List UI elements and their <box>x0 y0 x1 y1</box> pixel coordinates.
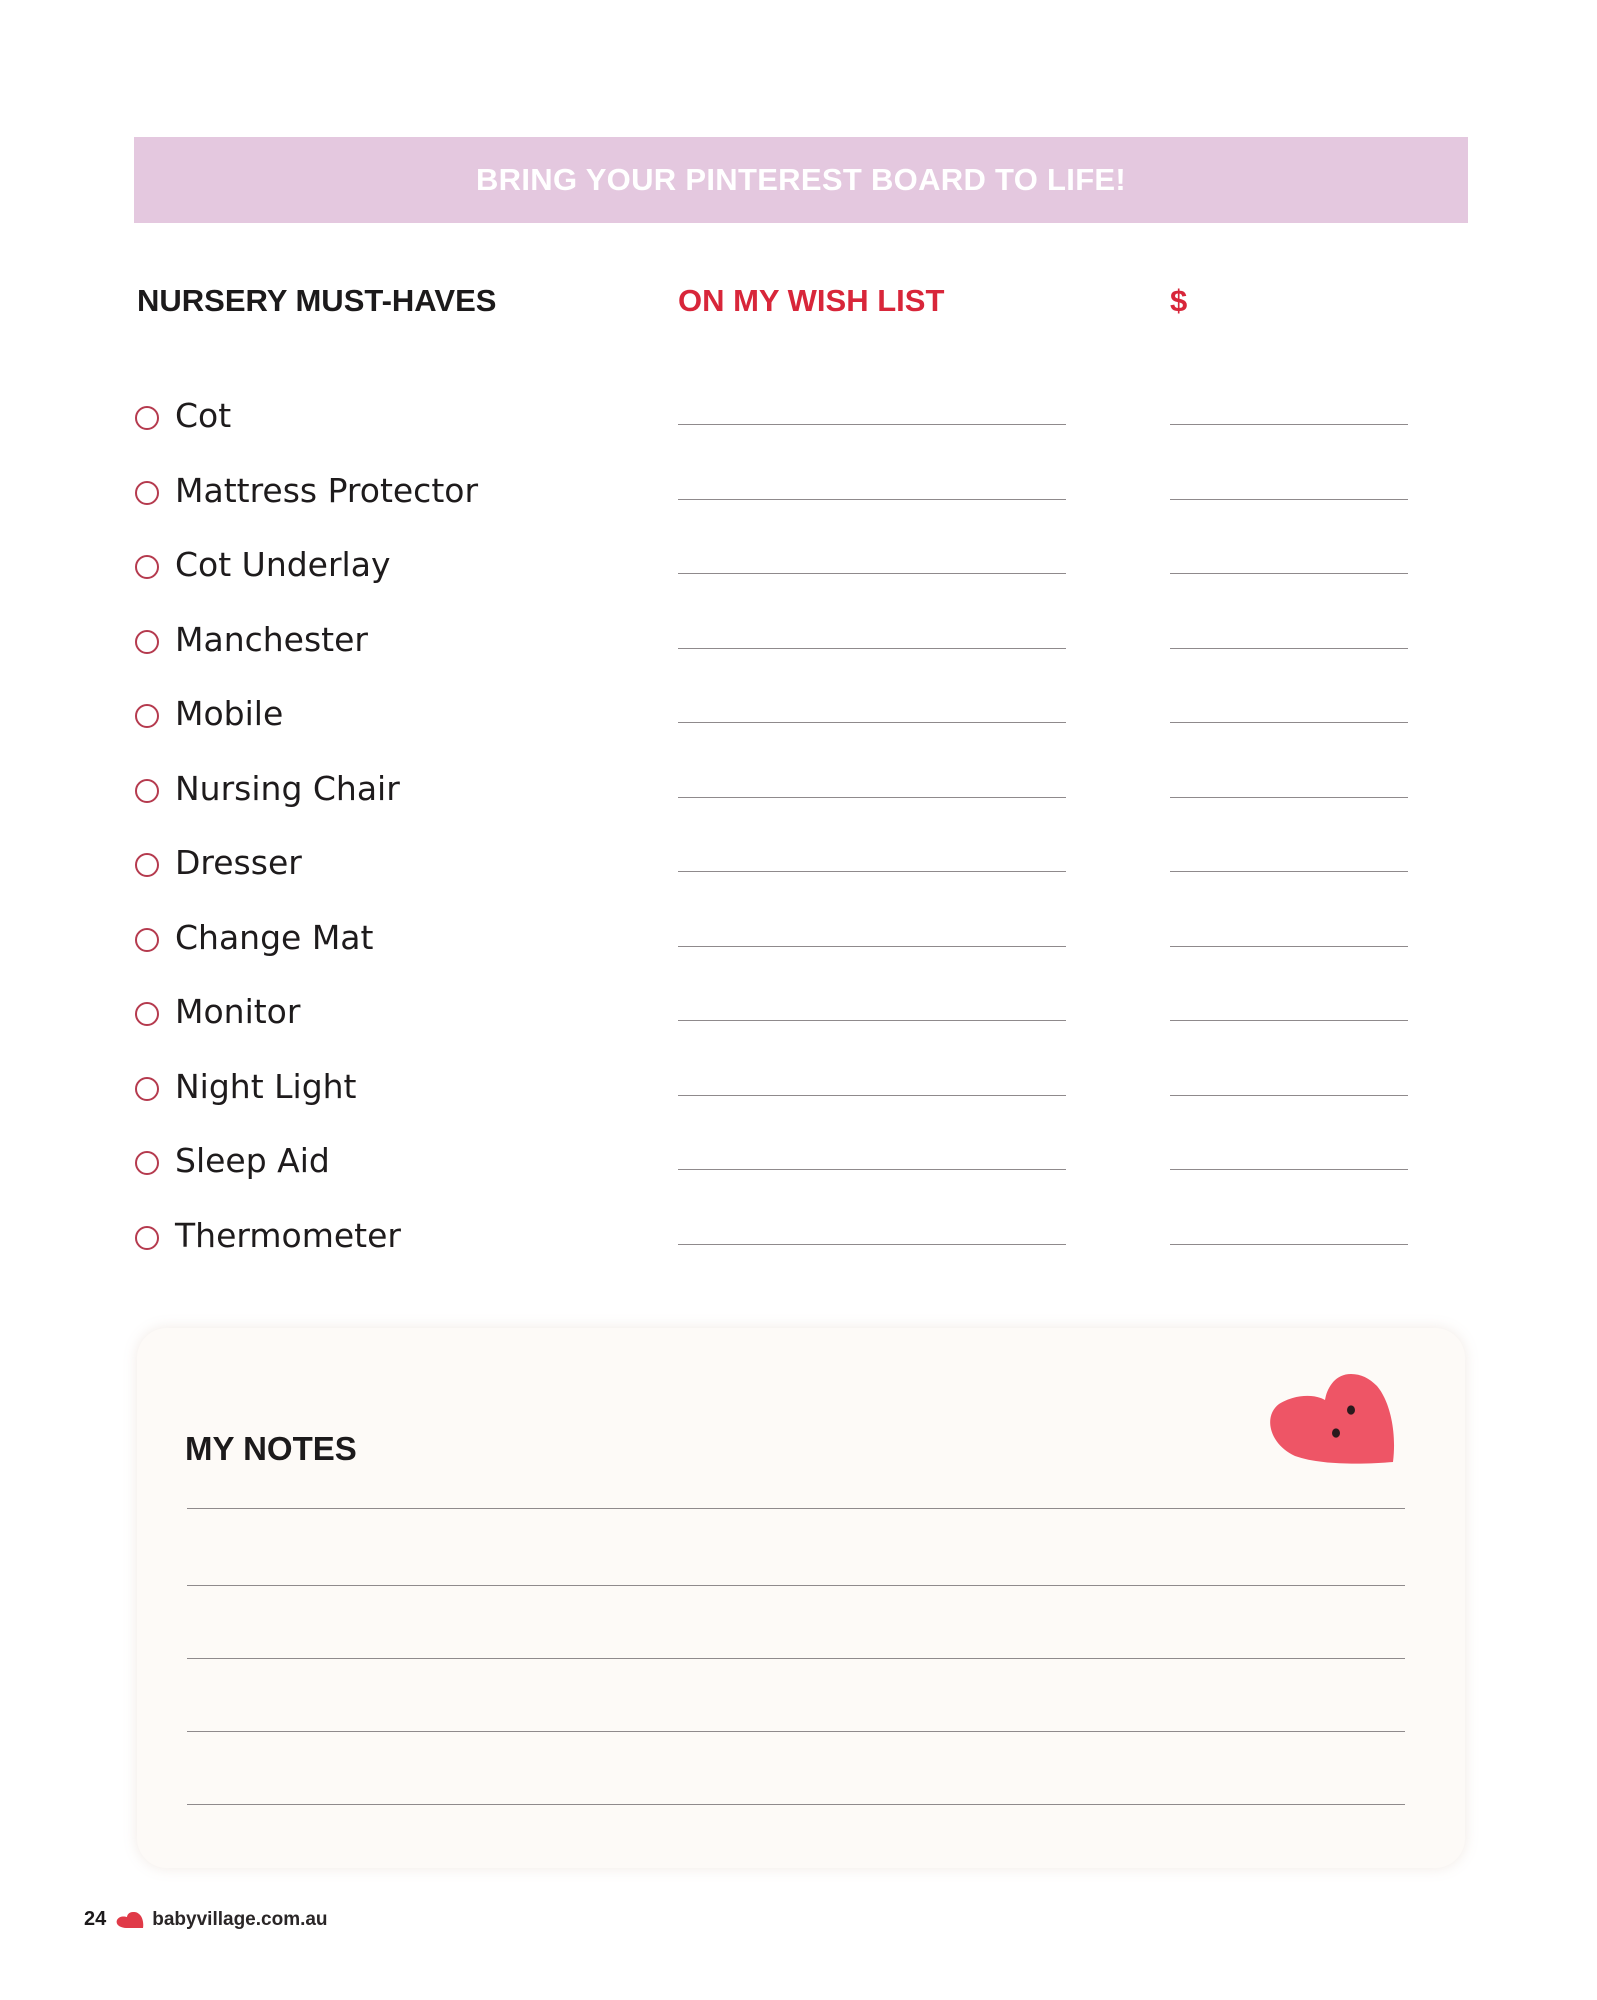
circle-checkbox-icon[interactable] <box>135 1077 159 1101</box>
heart-logo-icon <box>116 1911 144 1929</box>
notes-title: MY NOTES <box>185 1430 357 1467</box>
item-label: Monitor <box>175 992 301 1031</box>
note-line[interactable] <box>187 1585 1405 1586</box>
wish-list-line[interactable] <box>678 722 1066 723</box>
banner-title: BRING YOUR PINTEREST BOARD TO LIFE! <box>475 162 1127 197</box>
price-line[interactable] <box>1170 797 1408 798</box>
checklist-row <box>134 912 1434 987</box>
column-header-price: $ <box>1170 283 1188 318</box>
wish-list-line[interactable] <box>678 1169 1066 1170</box>
circle-checkbox-icon[interactable] <box>135 406 159 430</box>
item-label: Change Mat <box>175 917 374 957</box>
checklist-row <box>134 986 1434 1061</box>
checklist-row <box>134 465 1434 540</box>
wish-list-line[interactable] <box>678 797 1066 798</box>
note-line[interactable] <box>187 1508 1405 1509</box>
circle-checkbox-icon[interactable] <box>135 704 159 728</box>
item-label: Dresser <box>175 843 302 882</box>
item-label: Thermometer <box>175 1215 401 1255</box>
item-label: Night Light <box>175 1066 357 1106</box>
circle-checkbox-icon[interactable] <box>135 1151 159 1175</box>
item-label: Cot Underlay <box>175 545 391 584</box>
wish-list-line[interactable] <box>678 424 1066 425</box>
wish-list-line[interactable] <box>678 871 1066 872</box>
item-label: Sleep Aid <box>175 1141 330 1180</box>
checklist-row <box>134 1210 1434 1285</box>
circle-checkbox-icon[interactable] <box>135 853 159 877</box>
price-line[interactable] <box>1170 1095 1408 1096</box>
price-line[interactable] <box>1170 499 1408 500</box>
page-number: 24 <box>84 1908 107 1930</box>
checklist <box>134 390 1434 1284</box>
circle-checkbox-icon[interactable] <box>135 1002 159 1026</box>
column-header-wish-list: ON MY WISH LIST <box>678 283 945 318</box>
heart-character-icon <box>1265 1370 1397 1466</box>
circle-checkbox-icon[interactable] <box>135 630 159 654</box>
price-line[interactable] <box>1170 871 1408 872</box>
wish-list-line[interactable] <box>678 648 1066 649</box>
circle-checkbox-icon[interactable] <box>135 1226 159 1250</box>
item-label: Nursing Chair <box>175 768 400 808</box>
item-label: Manchester <box>175 619 368 659</box>
footer <box>84 1908 328 1931</box>
checklist-row <box>134 837 1434 912</box>
price-line[interactable] <box>1170 722 1408 723</box>
circle-checkbox-icon[interactable] <box>135 481 159 505</box>
price-line[interactable] <box>1170 424 1408 425</box>
note-line[interactable] <box>187 1731 1405 1732</box>
price-line[interactable] <box>1170 573 1408 574</box>
checklist-row <box>134 1135 1434 1210</box>
price-line[interactable] <box>1170 1169 1408 1170</box>
note-line[interactable] <box>187 1804 1405 1805</box>
wish-list-line[interactable] <box>678 1020 1066 1021</box>
wish-list-line[interactable] <box>678 499 1066 500</box>
price-line[interactable] <box>1170 1244 1408 1245</box>
website-link[interactable]: babyvillage.com.au <box>152 1908 328 1930</box>
column-header-items: NURSERY MUST-HAVES <box>137 283 497 318</box>
item-label: Cot <box>175 396 232 435</box>
wish-list-line[interactable] <box>678 1095 1066 1096</box>
note-line[interactable] <box>187 1658 1405 1659</box>
item-label: Mobile <box>175 694 284 733</box>
checklist-row <box>134 763 1434 838</box>
price-line[interactable] <box>1170 648 1408 649</box>
circle-checkbox-icon[interactable] <box>135 928 159 952</box>
checklist-row <box>134 1061 1434 1136</box>
notes-panel <box>137 1328 1465 1868</box>
wish-list-line[interactable] <box>678 573 1066 574</box>
checklist-row <box>134 688 1434 763</box>
circle-checkbox-icon[interactable] <box>135 555 159 579</box>
price-line[interactable] <box>1170 1020 1408 1021</box>
wish-list-line[interactable] <box>678 946 1066 947</box>
checklist-row <box>134 614 1434 689</box>
circle-checkbox-icon[interactable] <box>135 779 159 803</box>
banner <box>134 137 1468 223</box>
item-label: Mattress Protector <box>175 470 479 510</box>
price-line[interactable] <box>1170 946 1408 947</box>
checklist-row <box>134 390 1434 465</box>
wish-list-line[interactable] <box>678 1244 1066 1245</box>
checklist-row <box>134 539 1434 614</box>
